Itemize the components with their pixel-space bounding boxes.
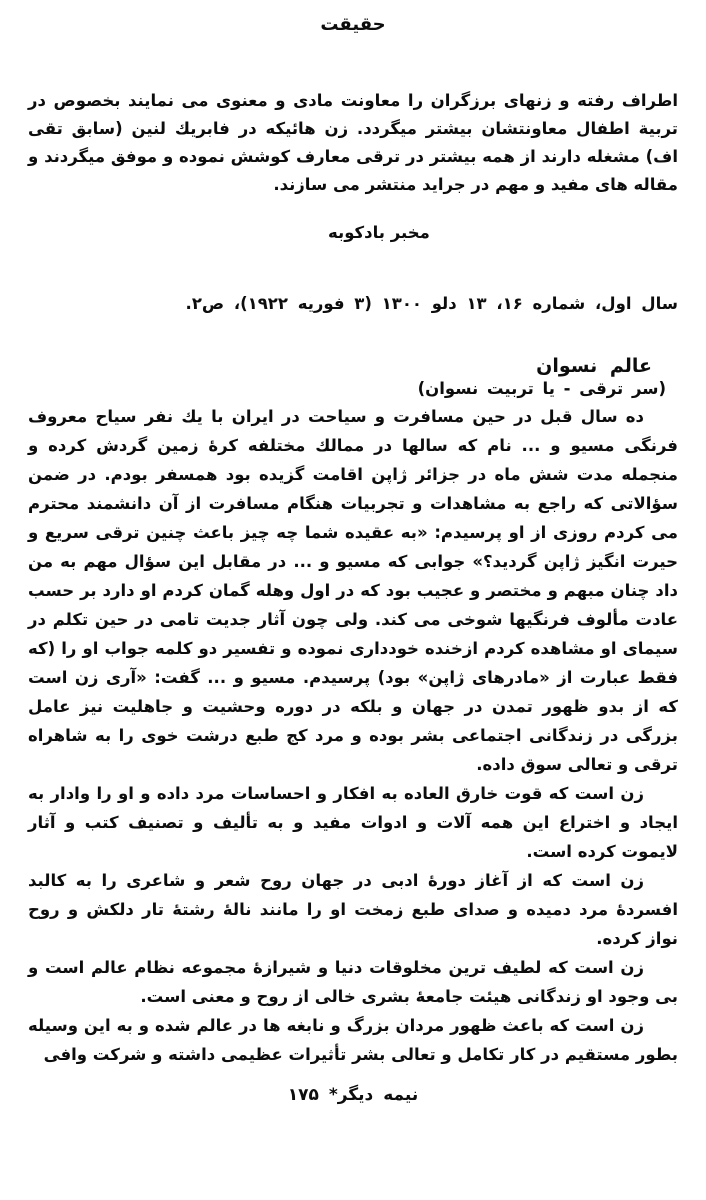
intro-paragraph: اطراف رفته و زنهای برزگران را معاونت مادی و معنوی می نمایند بخصوص در تربیة اطفال معاونتشان بیشتر میگردد. زن هائیکه در فابریك لنین (سابق تقی اف) مشغله دارند از همه بیشتر در ترقی معارف کوشش نموده و موفق میگردند و مقاله های مفید و مهم در جراید منتشر می سازند. — [28, 91, 678, 194]
paragraph: زن است که باعث ظهور مردان بزرگ و نابغه ها در عالم شده و به این وسیله بطور مستقیم در کار تکامل و تعالی بشر تأثیرات عظیمی داشته و شرکت وافی — [28, 1016, 678, 1064]
source-citation: سال اول، شماره ۱۶، ۱۳ دلو ۱۳۰۰ (۳ فوریه ۱۹۲۲)، ص۲. — [185, 294, 678, 313]
correspondent-signature: مخبر بادكوبه — [328, 223, 430, 242]
paragraph: زن است که لطیف ترین مخلوقات دنیا و شیرازهٔ مجموعه نظام عالم است و بی وجود او زندگانی هیئت جامعهٔ بشری خالی از روح و معنی است. — [28, 958, 678, 1006]
paragraph: زن است که از آغاز دورهٔ ادبی در جهان روح شعر و شاعری را به کالبد افسردهٔ مرد دمیده و صدای طبع زمخت او را مانند نالهٔ رشتهٔ تار دلکش و روح نواز کرده. — [28, 871, 678, 948]
article-subtitle: (سر ترقی - یا تربیت نسوان) — [417, 379, 666, 398]
running-head-journal-title: حقيقت — [320, 14, 386, 35]
footer-journal-name-and-page-number: نیمه دیگر* ۱۷۵ — [287, 1085, 419, 1105]
article-body — [28, 402, 678, 1069]
article-title: عالم نسوان — [536, 355, 652, 377]
paragraph: ده سال قبل در حین مسافرت و سیاحت در ایران با یك نفر سیاح معروف فرنگی مسیو و ... نام که سالها در ممالك مختلفه کرهٔ زمین گردش کرده و منجمله مدت شش ماه در جزائر ژاپن اقامت گزیده بود همسفر بودم. در ضمن سؤالاتی که راجع به مشاهدات و تجربیات هنگام مسافرت از آن دانشمند محترم می کردم روزی از او پرسیدم: «به عقیده شما چه چیز باعث چنین ترقی سریع و حیرت انگیز ژاپن گردید؟» جوابی که مسیو و ... در مقابل این سؤال مهم به من داد چنان مبهم و مختصر و عجیب بود که در اول وهله گمان کردم او دارد بر حسب عادت مألوف فرنگیها شوخی می کند. ولی چون آثار جدیت تامی در حین تکلم در سیمای او مشاهده کردم ازخنده خودداری نموده و تفسیر دو کلمه جواب او را (که فقط عبارت از «مادرهای ژاپن» بود) پرسیدم. مسیو و ... گفت: «آری زن است که از بدو ظهور تمدن در جهان و بلکه در دوره وحشیت و جاهلیت نیز عامل بزرگی در زندگانی اجتماعی بشر بوده و مرد کج طبع درشت خوی را به شاهراه ترقی و تعالی سوق داده. — [28, 407, 678, 774]
paragraph: زن است که قوت خارق العاده به افکار و احساسات مرد داده و او را وادار به ایجاد و اختراع این همه آلات و ادوات مفید و به تألیف و تصنیف کتب و آثار لایموت کرده است. — [28, 784, 678, 861]
